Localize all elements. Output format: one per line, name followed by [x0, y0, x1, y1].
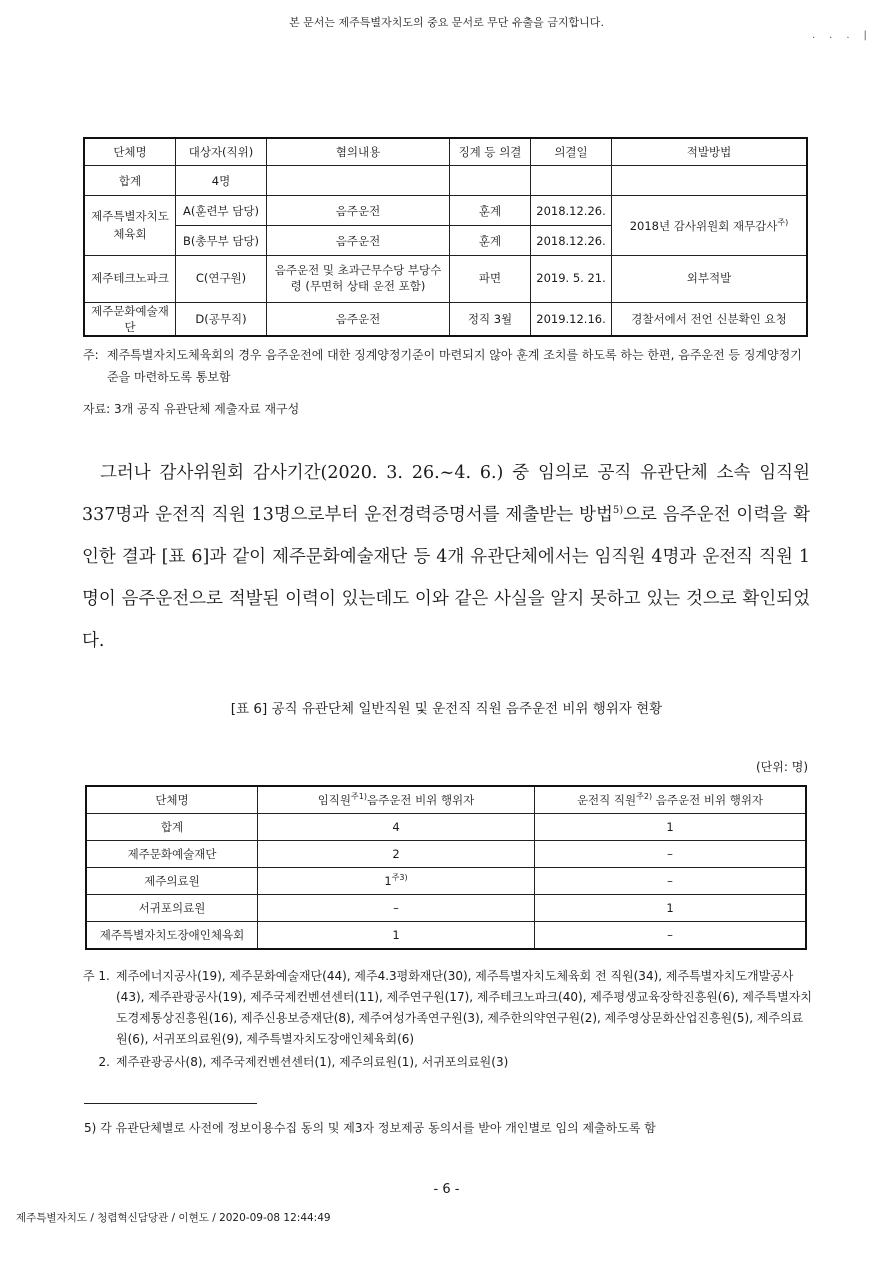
- disciplinary-cases-table: [83, 137, 808, 337]
- cell: 음주운전: [267, 226, 450, 256]
- cell: [258, 841, 535, 868]
- col-header: 혐의내용: [267, 138, 450, 166]
- table-note: [83, 344, 813, 388]
- col-header: 적발방법: [612, 138, 808, 166]
- cell: 제주특별자치도장애인체육회: [86, 922, 258, 950]
- note-number: 주 1.: [83, 969, 110, 983]
- cell: [258, 922, 535, 950]
- table-row: [86, 841, 806, 868]
- cell: [258, 868, 535, 895]
- cell: [258, 895, 535, 922]
- note-text: 제주에너지공사(19), 제주문화예술재단(44), 제주4.3평화재단(30), 제주특별자치도체육회 전 직원(34), 제주특별자치도개발공사(43), 제주관광공사(19), 제주국제컨벤션센터(11), 제주연구원(17), 제주테크노파크(40), 제주평생교육장학진흥원(6), 제주특별자치도경제통상진흥원(16), 제주신용보증재단(8), 제주여성가족연구원(3), 제주한의약연구원(2), 제주영상문화산업진흥원(5), 제주의료원(6), 서귀포의료원(9), 제주특별자치도장애인체육회(6): [116, 969, 812, 1046]
- cell: 제주문화예술재단: [86, 841, 258, 868]
- table-note-item: [83, 966, 813, 1050]
- col-header: [86, 786, 258, 814]
- cell: 정직 3월: [450, 303, 531, 337]
- table-row-total: [84, 166, 807, 196]
- cell: C(연구원): [176, 256, 267, 303]
- cell-value: 2: [392, 847, 400, 861]
- header-text: 음주운전 비위 행위자: [652, 793, 764, 807]
- cell: [450, 166, 531, 196]
- cell: [612, 196, 808, 256]
- note-prefix: 주:: [83, 348, 99, 362]
- table-row: [86, 922, 806, 950]
- cell: 음주운전: [267, 196, 450, 226]
- col-header: 단체명: [84, 138, 176, 166]
- table-row: [84, 256, 807, 303]
- table-header-row: [86, 786, 806, 814]
- cell: 경찰서에서 전언 신분확인 요청: [612, 303, 808, 337]
- cell-value: –: [393, 901, 399, 915]
- cell: 훈계: [450, 196, 531, 226]
- footnote-marker: 주): [777, 217, 789, 227]
- cell-value: 1: [392, 928, 400, 942]
- cell: 1: [535, 895, 807, 922]
- confidentiality-notice: 본 문서는 제주특별자치도의 중요 문서로 무단 유출을 금지합니다.: [289, 16, 604, 29]
- cell: [531, 166, 612, 196]
- note-text: 제주관광공사(8), 제주국제컨벤션센터(1), 제주의료원(1), 서귀포의료원(3): [116, 1055, 509, 1069]
- cell: 서귀포의료원: [86, 895, 258, 922]
- header-text: 음주운전 비위 행위자: [366, 793, 475, 807]
- footnote-marker: 주3): [391, 873, 408, 883]
- unit-label: (단위: 명): [756, 760, 808, 774]
- cell: –: [535, 841, 807, 868]
- header-text: 운전직 직원: [576, 793, 637, 807]
- cell: 외부적발: [612, 256, 808, 303]
- cell: 2018.12.26.: [531, 226, 612, 256]
- cell: [258, 814, 535, 841]
- table-row: [86, 868, 806, 895]
- cell: 2019.12.16.: [531, 303, 612, 337]
- cell: [612, 166, 808, 196]
- cell: 1: [535, 814, 807, 841]
- col-header: 의결일: [531, 138, 612, 166]
- footnote-marker: 주2): [636, 792, 653, 802]
- body-paragraph: [82, 452, 810, 662]
- cell: 음주운전: [267, 303, 450, 337]
- cell: 4명: [176, 166, 267, 196]
- cell: 제주특별자치도 체육회: [84, 196, 176, 256]
- table-header-row: [84, 138, 807, 166]
- cell: 합계: [86, 814, 258, 841]
- cell-value: 1: [384, 874, 392, 888]
- cell-text: 2018년 감사위원회 재무감사: [629, 218, 778, 233]
- col-header: [258, 786, 535, 814]
- table-row: [86, 895, 806, 922]
- page-number: - 6 -: [433, 1182, 460, 1197]
- cell: 파면: [450, 256, 531, 303]
- footnote-ref: 5): [612, 505, 624, 517]
- table-row: [86, 814, 806, 841]
- print-footer: 제주특별자치도 / 청렴혁신담당관 / 이현도 / 2020-09-08 12:44:49: [16, 1212, 331, 1224]
- cell: 합계: [84, 166, 176, 196]
- footnote-divider: [84, 1103, 257, 1104]
- cell: 2018.12.26.: [531, 196, 612, 226]
- footnote: 5) 각 유관단체별로 사전에 정보이용수집 동의 및 제3자 정보제공 동의서를 받아 개인별로 임의 제출하도록 함: [84, 1121, 656, 1135]
- drunk-driving-status-table: [85, 785, 807, 950]
- cell: 2019. 5. 21.: [531, 256, 612, 303]
- footnote-marker: 주1): [351, 792, 367, 802]
- table-caption: [표 6] 공직 유관단체 일반직원 및 운전직 직원 음주운전 비위 행위자 현황: [230, 701, 663, 717]
- table-notes: [83, 966, 813, 1073]
- col-header: [535, 786, 807, 814]
- note-number: 2.: [98, 1055, 110, 1069]
- cell: B(총무부 담당): [176, 226, 267, 256]
- table-row: [84, 196, 807, 226]
- cell: –: [535, 868, 807, 895]
- cell: –: [535, 922, 807, 950]
- cell: 훈계: [450, 226, 531, 256]
- header-text: 임직원: [317, 793, 352, 807]
- table-source: 자료: 3개 공직 유관단체 제출자료 재구성: [83, 402, 300, 416]
- body-text: 으로 음주운전 이력을 확인한 결과 [표 6]과 같이 제주문화예술재단 등 4개 유관단체에서는 임직원 4명과 운전직 직원 1명이 음주운전으로 적발된 이력이 있는데도 이와 같은 사실을 알지 못하고 있는 것으로 확인되었다.: [82, 505, 810, 651]
- cell: 제주의료원: [86, 868, 258, 895]
- body-text: 그러나 감사위원회 감사기간(2020. 3. 26.~4. 6.) 중 임의로 공직 유관단체 소속 임직원 337명과 운전직 직원 13명으로부터 운전경력증명서를 제출받는 방법: [82, 463, 810, 525]
- cell: [267, 166, 450, 196]
- table-row: [84, 303, 807, 337]
- scan-marks: ...|: [812, 30, 881, 41]
- cell-value: 4: [392, 820, 400, 834]
- cell: 음주운전 및 초과근무수당 부당수령 (무면허 상태 운전 포함): [267, 256, 450, 303]
- table-note-item: [83, 1052, 813, 1073]
- col-header: 대상자(직위): [176, 138, 267, 166]
- note-text: 제주특별자치도체육회의 경우 음주운전에 대한 징계양정기준이 마련되지 않아 훈계 조치를 하도록 하는 한편, 음주운전 등 징계양정기준을 마련하도록 통보함: [107, 348, 802, 384]
- header-text: 단체명: [155, 793, 189, 807]
- cell: 제주테크노파크: [84, 256, 176, 303]
- cell: A(훈련부 담당): [176, 196, 267, 226]
- cell: 제주문화예술재단: [84, 303, 176, 337]
- cell: D(공무직): [176, 303, 267, 337]
- col-header: 징계 등 의결: [450, 138, 531, 166]
